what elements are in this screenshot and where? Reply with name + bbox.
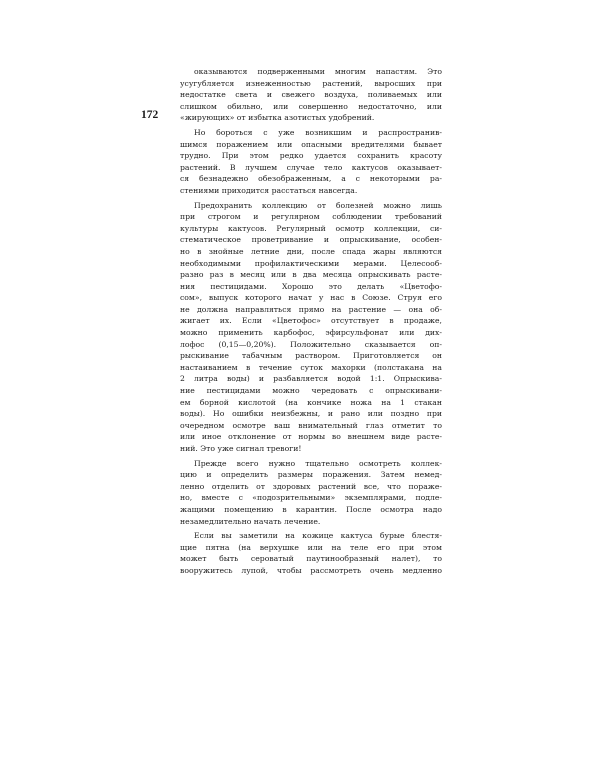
paragraph <box>180 127 442 197</box>
text-line: незамедлительно начать лечение. <box>180 516 321 526</box>
text-line: но в знойные летние дни, после спада жары являются <box>180 246 442 256</box>
text-line: трудно. При этом редко удается сохранить красоту <box>180 151 442 161</box>
page-number: 172 <box>141 109 159 121</box>
text-line: сом», выпуск которого начат у нас в Союзе. Струя его <box>180 293 442 303</box>
text-line: «жирующих» от избытка азотистых удобрений. <box>180 113 375 123</box>
text-line: лофос (0,15—0,20%). Положительно сказывается оп- <box>180 339 442 349</box>
text-line: растений. В лучшем случае тело кактусов оказывает- <box>180 162 442 172</box>
text-line: ний. Это уже сигнал тревоги! <box>180 444 302 453</box>
text-line: ленно отделить от здоровых растений все, что пораже- <box>180 481 442 491</box>
text-column <box>180 66 442 577</box>
text-line: ние пестицидами можно чередовать с опрыскивани- <box>180 386 442 396</box>
text-line: необходимыми профилактическими мерами. Целесооб- <box>180 258 442 268</box>
text-line: Предохранить коллекцию от болезней можно лишь <box>194 200 442 210</box>
text-line: может быть сероватый паутинообразный налет), то <box>180 554 442 564</box>
text-line: ния пестицидами. Хорошо это делать «Цветофо- <box>180 281 442 291</box>
paragraph <box>180 530 442 576</box>
text-line: при строгом и регулярном соблюдении требований <box>180 212 442 222</box>
text-line: Если вы заметили на кожице кактуса бурые блестя- <box>194 531 442 541</box>
text-line: Прежде всего нужно тщательно осмотреть коллек- <box>194 458 442 468</box>
text-line: вооружитесь лупой, чтобы рассмотреть очень медленно <box>180 565 442 575</box>
text-line: Но бороться с уже возникшим и распространив- <box>194 127 442 137</box>
text-line: слишком обильно, или совершенно недостаточно, или <box>180 101 442 111</box>
text-line: жащими помещению в карантин. После осмотра надо <box>180 504 442 514</box>
text-line: стематическое проветривание и опрыскивание, особен- <box>180 235 442 245</box>
text-line: разно раз в месяц или в два месяца опрыскивать расте- <box>180 270 442 280</box>
text-line: недостатке света и свежего воздуха, поливаемых или <box>180 90 442 100</box>
text-line: шимся поражением или опасными вредителями бывает <box>180 139 442 149</box>
text-line: воды). Но ошибки неизбежны, и рано или поздно при <box>180 409 442 419</box>
text-line: ем борной кислотой (на кончике ножа на 1 стакан <box>180 397 442 407</box>
text-line: или иное отклонение от нормы во внешнем виде расте- <box>180 432 442 442</box>
paragraph <box>180 66 442 124</box>
paragraph <box>180 458 442 528</box>
text-line: 2 литра воды) и разбавляется водой 1:1. Опрыскива- <box>180 374 442 384</box>
text-line: не должна направляться прямо на растение — она об- <box>180 304 442 314</box>
text-line: но, вместе с «подозрительными» экземплярами, подле- <box>180 493 442 503</box>
text-line: очередном осмотре ваш внимательный глаз отметит то <box>180 420 442 430</box>
text-line: рыскивание табачным раствором. Приготовляется он <box>180 351 442 361</box>
text-line: настаиванием в течение суток махорки (полстакана на <box>180 362 442 372</box>
text-line: оказываются подверженными многим напастям. Это <box>194 67 442 76</box>
text-line: можно применить карбофос, эфирсульфонат или дих- <box>180 328 442 338</box>
text-line: цию и определить размеры поражения. Затем немед- <box>180 470 442 480</box>
text-line: культуры кактусов. Регулярный осмотр коллекции, си- <box>180 223 442 233</box>
paragraph <box>180 200 442 455</box>
text-line: стениями приходится расстаться навсегда. <box>180 185 358 195</box>
text-line: усугубляется изнеженностью растений, выросших при <box>180 78 442 88</box>
text-line: щие пятна (на верхушке или на теле его при этом <box>180 542 442 552</box>
text-line: ся безнадежно обезображенным, а с некоторыми ра- <box>180 174 442 184</box>
text-line: жигает их. Если «Цветофос» отсутствует в продаже, <box>180 316 442 326</box>
